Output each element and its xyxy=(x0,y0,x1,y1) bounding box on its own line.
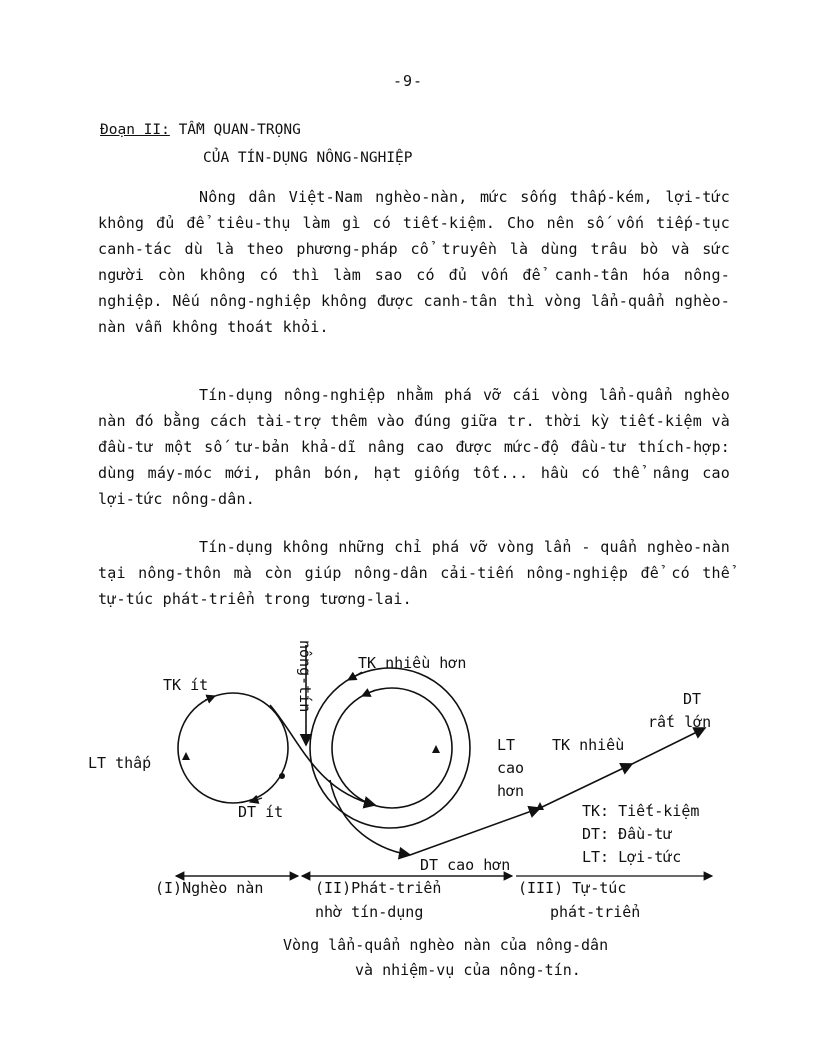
cycle-arrow-top xyxy=(205,696,215,700)
node-lt-thap xyxy=(182,752,190,760)
label-dt: DT xyxy=(683,690,702,708)
label-rat-lon: rất lớn xyxy=(648,713,712,731)
node-lt-cao xyxy=(432,745,440,753)
stage-2-label-1: (II)Phát-triển xyxy=(315,879,442,897)
label-lt-cao-3: hơn xyxy=(497,782,525,800)
paragraph-2-text: Tín-dụng nông-nghiệp nhằm phá vỡ cái vòng lẩn-quẩn nghèo nàn đó bằng cách tài-trợ thêm vào đúng giữa tr. thời kỳ tiết-kiệm và đầu-tư một số tư-bản khả-dĩ nâng cao được mức-độ đầu-tư thích-hợp: dùng máy-móc mới, phân bón, hạt giống tốt... hầu có thể nâng cao lợi-tức nông-dân. xyxy=(98,386,730,508)
node-dt-it xyxy=(279,773,285,779)
poverty-cycle-diagram xyxy=(0,620,816,1000)
paragraph-3-text: Tín-dụng không những chỉ phá vỡ vòng lẩn - quẩn nghèo-nàn tại nông-thôn mà còn giúp nông-dân cải-tiến nông-nghiệp để có thể tự-túc phát-triển trong tương-lai. xyxy=(98,538,730,608)
stage-3-label-1: (III) Tự-túc xyxy=(518,879,627,897)
diagram-caption-line1: Vòng lẩn-quẩn nghèo nàn của nông-dân xyxy=(283,936,609,954)
stage-1-label: (I)Nghèo nàn xyxy=(155,879,264,897)
growth-line-1 xyxy=(410,808,540,855)
paragraph-3 xyxy=(98,534,730,612)
section-title-line2: CỦA TÍN-DỤNG NÔNG-NGHIỆP xyxy=(203,150,413,166)
stage-3-label-2: phát-triển xyxy=(550,903,641,921)
label-dt-it: DT ít xyxy=(238,803,284,821)
development-circle-inner xyxy=(332,688,452,808)
label-tk-nhieu: TK nhiều xyxy=(552,736,625,754)
stage-2-label-2: nhờ tín-dụng xyxy=(315,903,424,921)
inner-cycle-arrow xyxy=(362,690,375,696)
section-label: Đoạn II: xyxy=(100,122,170,138)
section-heading xyxy=(100,116,413,172)
legend-dt: DT: Đầu-tư xyxy=(582,825,673,843)
page-number: -9- xyxy=(392,72,424,90)
label-dt-cao-hon: DT cao hơn xyxy=(420,856,511,874)
paragraph-1-text: Nông dân Việt-Nam nghèo-nàn, mức sống thấp-kém, lợi-tức không đủ để tiêu-thụ làm gì có tiết-kiệm. Cho nên số vốn tiếp-tục canh-tác dù là theo phương-pháp cổ truyền là dùng trâu bò và sức người còn không có thì làm sao có đủ vốn để canh-tân hóa nông-nghiệp. Nếu nông-nghiệp không được canh-tân thì vòng lẩn-quẩn nghèo-nàn vẫn không thoát khỏi. xyxy=(98,188,730,336)
outer-cycle-arrow xyxy=(348,672,362,680)
paragraph-2 xyxy=(98,382,730,512)
label-lt-thap: LT thấp xyxy=(88,754,152,772)
label-lt-cao-2: cao xyxy=(497,759,525,777)
paragraph-1 xyxy=(98,184,730,340)
poverty-cycle-circle xyxy=(178,693,288,803)
label-lt-cao-1: LT xyxy=(497,736,516,754)
label-nong-tin: nông-tín xyxy=(296,640,314,713)
diagram-caption-line2: và nhiệm-vụ của nông-tín. xyxy=(355,961,581,979)
growth-line-3 xyxy=(632,728,705,764)
label-tk-it: TK ít xyxy=(163,676,209,694)
section-title-line1: TẦM QUAN-TRỌNG xyxy=(178,122,301,138)
label-tk-nhieu-hon: TK nhiều hơn xyxy=(358,654,467,672)
legend-lt: LT: Lợi-tức xyxy=(582,848,682,866)
legend-tk: TK: Tiết-kiệm xyxy=(582,802,700,820)
development-circle-outer xyxy=(310,668,470,828)
